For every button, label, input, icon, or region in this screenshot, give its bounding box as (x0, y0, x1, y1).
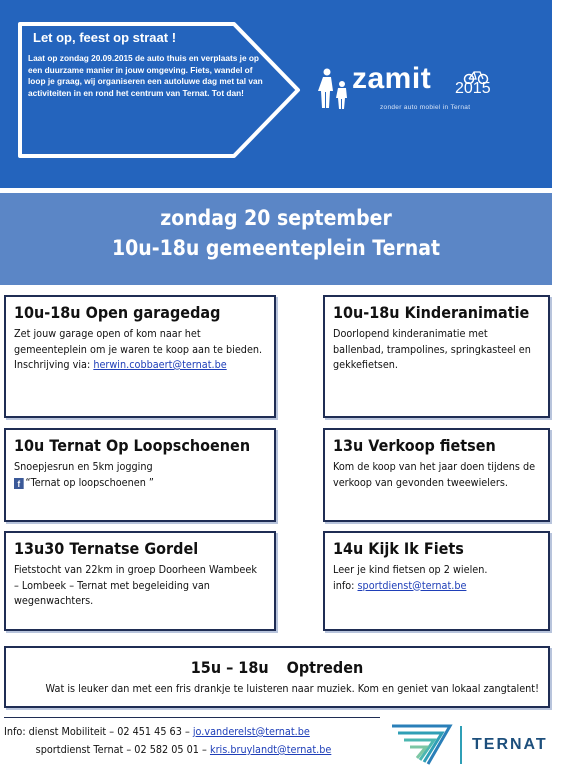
event-optreden (4, 646, 550, 708)
signup-label: Inschrijving via: (14, 358, 91, 371)
contact-email-link[interactable]: jo.vanderelst@ternat.be (192, 725, 310, 738)
zamit-tagline: zonder auto mobiel in Ternat (380, 104, 471, 111)
signup-email-link[interactable]: herwin.cobbaert@ternat.be (93, 358, 227, 371)
info-email-link[interactable]: sportdienst@ternat.be (357, 578, 467, 592)
info-label: info: (333, 578, 355, 592)
event-ternat-op-loopschoenen (4, 428, 276, 522)
zamit-logo (318, 62, 533, 122)
event-title: 14u Kijk Ik Fiets (333, 539, 464, 558)
event-description: Fietstocht van 22km in groep Doorheen Wambeek – Lombeek – Ternat met begeleiding van wegenwachters. (14, 563, 257, 607)
event-description (14, 459, 265, 490)
callout-text (28, 30, 263, 99)
zamit-year: 2015 (455, 80, 491, 97)
pedestrians-icon (318, 68, 352, 110)
event-ternatse-gordel (4, 531, 276, 631)
event-description: Wat is leuker dan met een fris drankje te luisteren naar muziek. Kom en geniet van lokaal zangtalent! (45, 682, 539, 695)
event-kijk-ik-fiets (323, 531, 550, 631)
event-description: Doorlopend kinderanimatie met ballenbad, trampolines, springkasteel en gekkefietsen. (333, 327, 531, 371)
event-title: 10u-18u Open garagedag (14, 303, 221, 322)
header-banner (0, 0, 552, 188)
event-description: Kom de koop van het jaar doen tijdens de verkoop van gevonden tweewielers. (333, 460, 536, 489)
event-title (40, 658, 513, 677)
event-description-text: Leer je kind fietsen op 2 wielen. (333, 563, 488, 576)
callout-body: Laat op zondag 20.09.2015 de auto thuis en verplaats je op een duurzame manier in jouw omgeving. Fiets, wandel of loop je graag, wij organiseren een autoluwe dag met tal van activiteiten in en rond het centrum van Ternat. Tot dan! (28, 53, 263, 98)
event-title: 13u30 Ternatse Gordel (14, 539, 199, 558)
event-name: Optreden (286, 658, 364, 677)
event-description (14, 326, 265, 373)
logo-separator (460, 726, 462, 764)
callout-title: Let op, feest op straat ! (33, 30, 177, 45)
event-description (333, 562, 539, 593)
contact-text: Info: dienst Mobiliteit – 02 451 45 63 – (4, 725, 193, 738)
event-title: 10u-18u Kinderanimatie (333, 303, 530, 322)
contact-mobiliteit (4, 723, 331, 741)
footer-divider (4, 717, 380, 718)
facebook-page-name: “Ternat op loopschoenen ” (25, 475, 154, 489)
contact-text: sportdienst Ternat – 02 582 05 01 – (35, 743, 210, 756)
facebook-icon[interactable]: f (14, 478, 24, 489)
contact-email-link[interactable]: kris.bruylandt@ternat.be (209, 743, 332, 756)
event-time: 15u – 18u (190, 658, 269, 677)
event-open-garagedag (4, 295, 276, 418)
event-verkoop-fietsen (323, 428, 550, 522)
event-description-text: Zet jouw garage open of kom naar het gemeenteplein om je waren te koop aan te bieden. (14, 327, 263, 356)
zamit-wordmark: zamit (352, 62, 432, 95)
date-band (0, 193, 552, 285)
event-date: zondag 20 september (160, 206, 392, 230)
event-title: 10u Ternat Op Loopschoenen (14, 436, 251, 455)
event-time-location: 10u-18u gemeenteplein Ternat (111, 236, 441, 260)
footer-contact-info (4, 723, 331, 759)
event-kinderanimatie (323, 295, 550, 418)
event-description-text: Snoepjesrun en 5km jogging (14, 460, 153, 473)
ternat-wordmark: TERNAT (472, 736, 548, 753)
contact-sportdienst (4, 741, 331, 759)
event-title: 13u Verkoop fietsen (333, 436, 496, 455)
